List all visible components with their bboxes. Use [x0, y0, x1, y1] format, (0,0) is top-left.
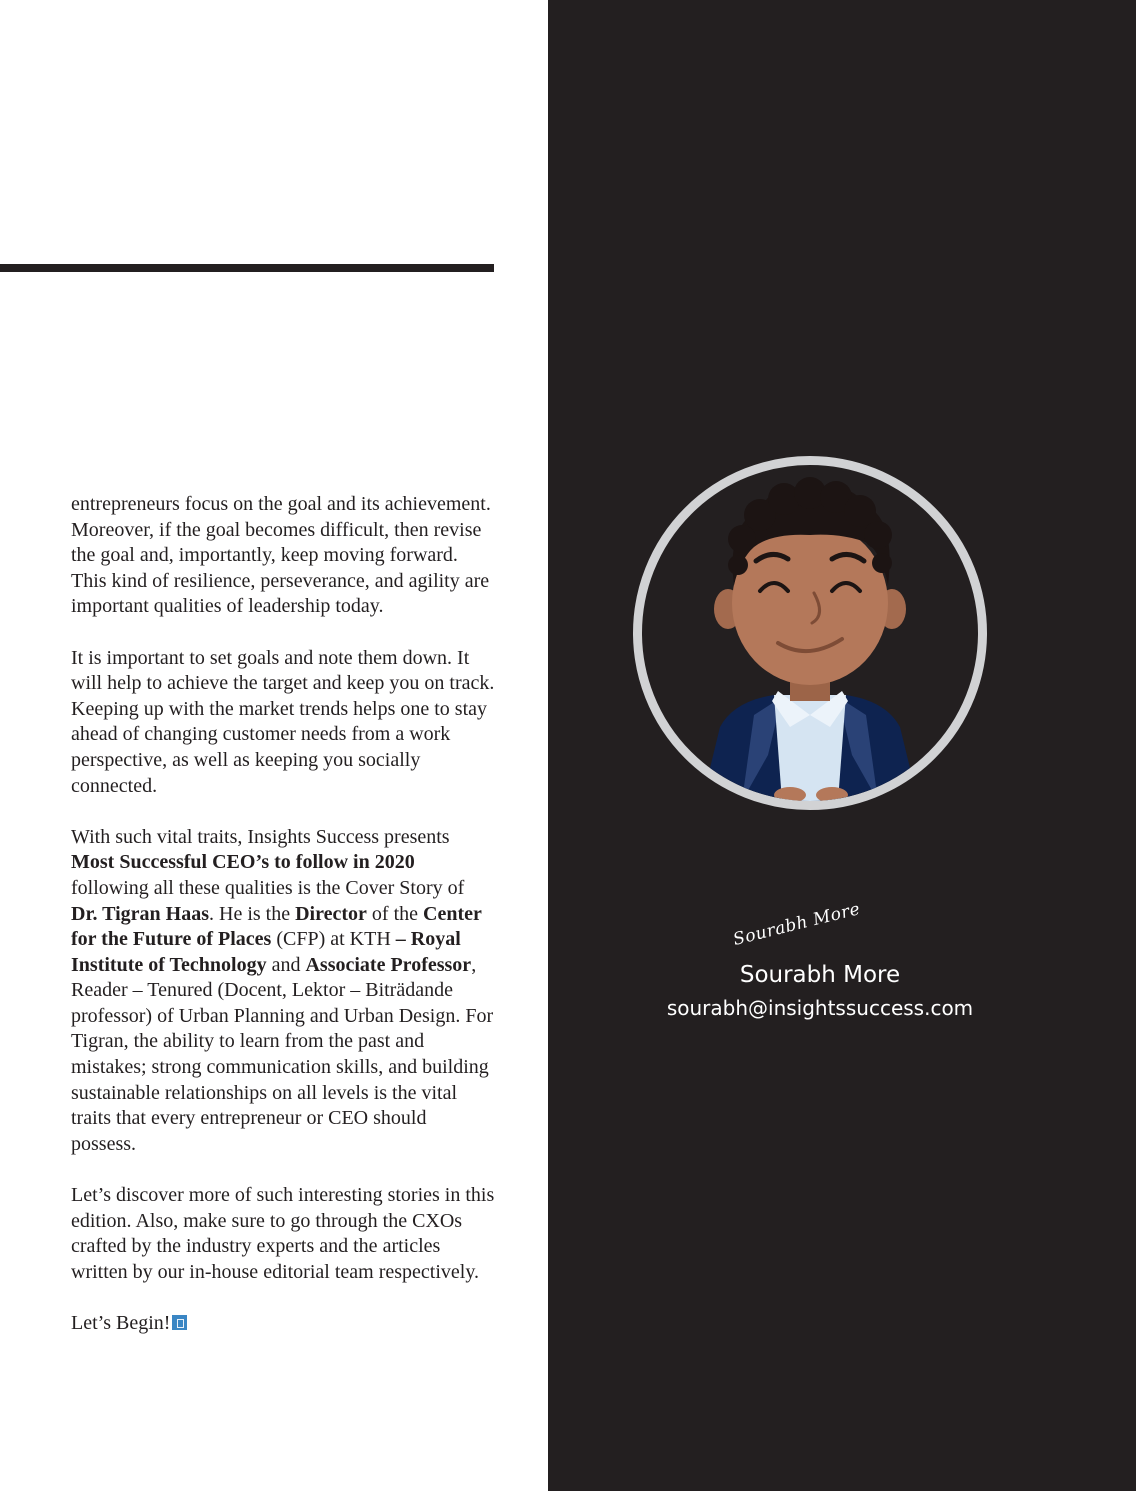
cartoon-person-avatar-icon: [642, 465, 978, 801]
p3-text-5: (CFP) at KTH: [271, 928, 396, 951]
paragraph-1: entrepreneurs focus on the goal and its achievement. Moreover, if the goal becomes difficult, then revise the goal and, importantly, keep moving forward. This kind of resilience, perseverance, and agility are important qualities of leadership today.: [71, 493, 491, 618]
paragraph-4: Let’s discover more of such interesting stories in this edition. Also, make sure to go through the CXOs crafted by the industry experts and the articles written by our in-house editorial team respectively.: [71, 1184, 495, 1283]
signature-text: Sourabh More: [731, 899, 863, 950]
paragraph-3: [71, 825, 495, 1158]
p3-text-3: . He is the: [209, 902, 296, 925]
p3-text-6: and: [266, 953, 306, 976]
paragraph-2: It is important to set goals and note them down. It will help to achieve the target and keep you on track. Keeping up with the market trends helps one to stay ahead of changing customer needs from a work perspective, as well as keeping you socially connected.: [71, 646, 495, 797]
end-of-article-icon: [172, 1315, 187, 1330]
p3-bold-role: Director: [295, 902, 367, 925]
editor-name: Sourabh More: [739, 962, 901, 988]
article-column: [0, 0, 548, 1491]
p3-text-2: following all these qualities is the Cover Story of: [71, 876, 465, 899]
p3-bold-person: Dr. Tigran Haas: [71, 902, 209, 925]
paragraph-5: [71, 1311, 495, 1337]
p3-bold-center: Center for the Future of Places: [71, 902, 482, 951]
p3-bold-position: Associate Professor: [305, 953, 472, 976]
p3-text-7: , Reader – Tenured (Docent, Lektor – Biträdande professor) of Urban Planning and Urban Design. For Tigran, the ability to learn from the past and mistakes; strong communication skills, and building sustainable relationships on all levels is the vital traits that every entrepreneur or CEO should possess.: [71, 953, 494, 1155]
p3-bold-institute: – Royal Institute of Technology: [71, 928, 461, 976]
editor-avatar: [633, 456, 987, 810]
editor-email[interactable]: sourabh@insightssuccess.com: [666, 996, 974, 1020]
article-body: [71, 492, 495, 1362]
closing-line: Let’s Begin!: [71, 1312, 171, 1334]
section-divider: [0, 264, 494, 272]
editor-signature: [731, 899, 886, 958]
p3-text-4: of the: [366, 902, 423, 925]
p3-text-1: With such vital traits, Insights Success presents: [71, 825, 450, 848]
p3-bold-title: Most Successful CEO’s to follow in 2020: [71, 851, 415, 874]
